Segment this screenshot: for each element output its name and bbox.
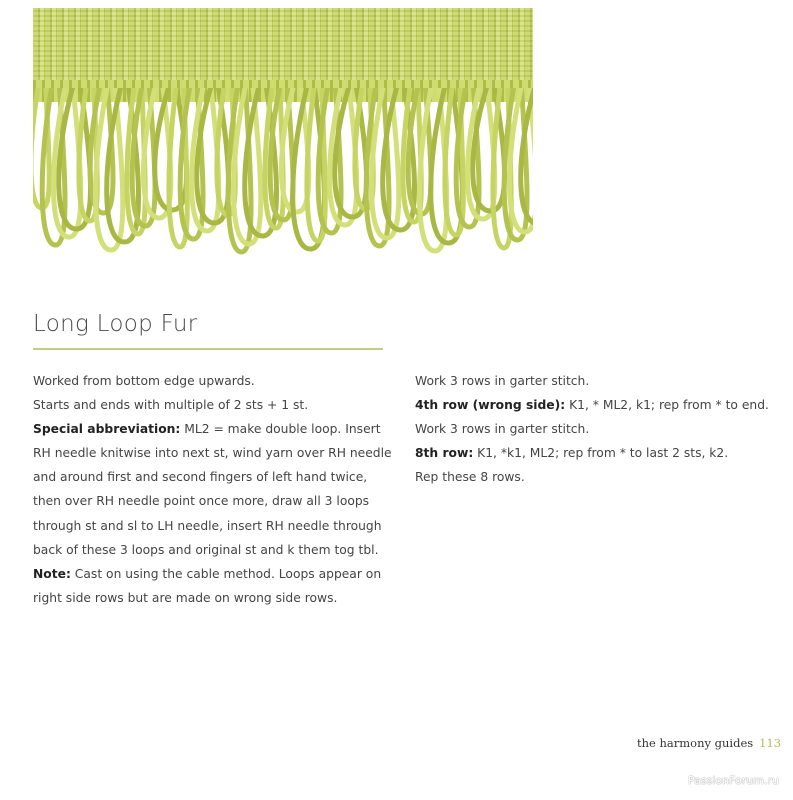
paragraph: 8th row: K1, *k1, ML2; rep from * to last 2 sts, k2. <box>415 446 729 461</box>
page-title: Long Loop Fur <box>33 311 198 337</box>
paragraph: Work 3 rows in garter stitch. <box>415 422 590 437</box>
paragraph: Starts and ends with multiple of 2 sts + 1 st. <box>33 398 309 413</box>
paragraph: Work 3 rows in garter stitch. <box>415 374 590 388</box>
instructions-left <box>33 369 393 610</box>
swatch-photo <box>33 8 533 263</box>
paragraph: Worked from bottom edge upwards. <box>33 374 255 388</box>
loop-fringe <box>33 88 533 263</box>
instructions-right <box>415 369 785 489</box>
title-underline <box>33 348 383 350</box>
page-footer <box>637 736 781 750</box>
book-title: the harmony guides <box>637 736 754 750</box>
page-number: 113 <box>759 736 782 750</box>
paragraph: Note: Cast on using the cable method. Loops appear on right side rows but are made on wrong side rows. <box>33 566 382 605</box>
paragraph: Rep these 8 rows. <box>415 470 525 485</box>
paragraph: 4th row (wrong side): K1, * ML2, k1; rep from * to end. <box>415 398 769 413</box>
paragraph: Special abbreviation: ML2 = make double loop. Insert RH needle knitwise into next st, wind yarn over RH needle and around first and second fingers of left hand twice, then over RH needle point once more, draw all 3 loops through st and sl to LH needle, insert RH needle through back of these 3 loops and original st and k them tog tbl. <box>33 422 392 557</box>
watermark: PassionForum.ru <box>688 774 779 787</box>
